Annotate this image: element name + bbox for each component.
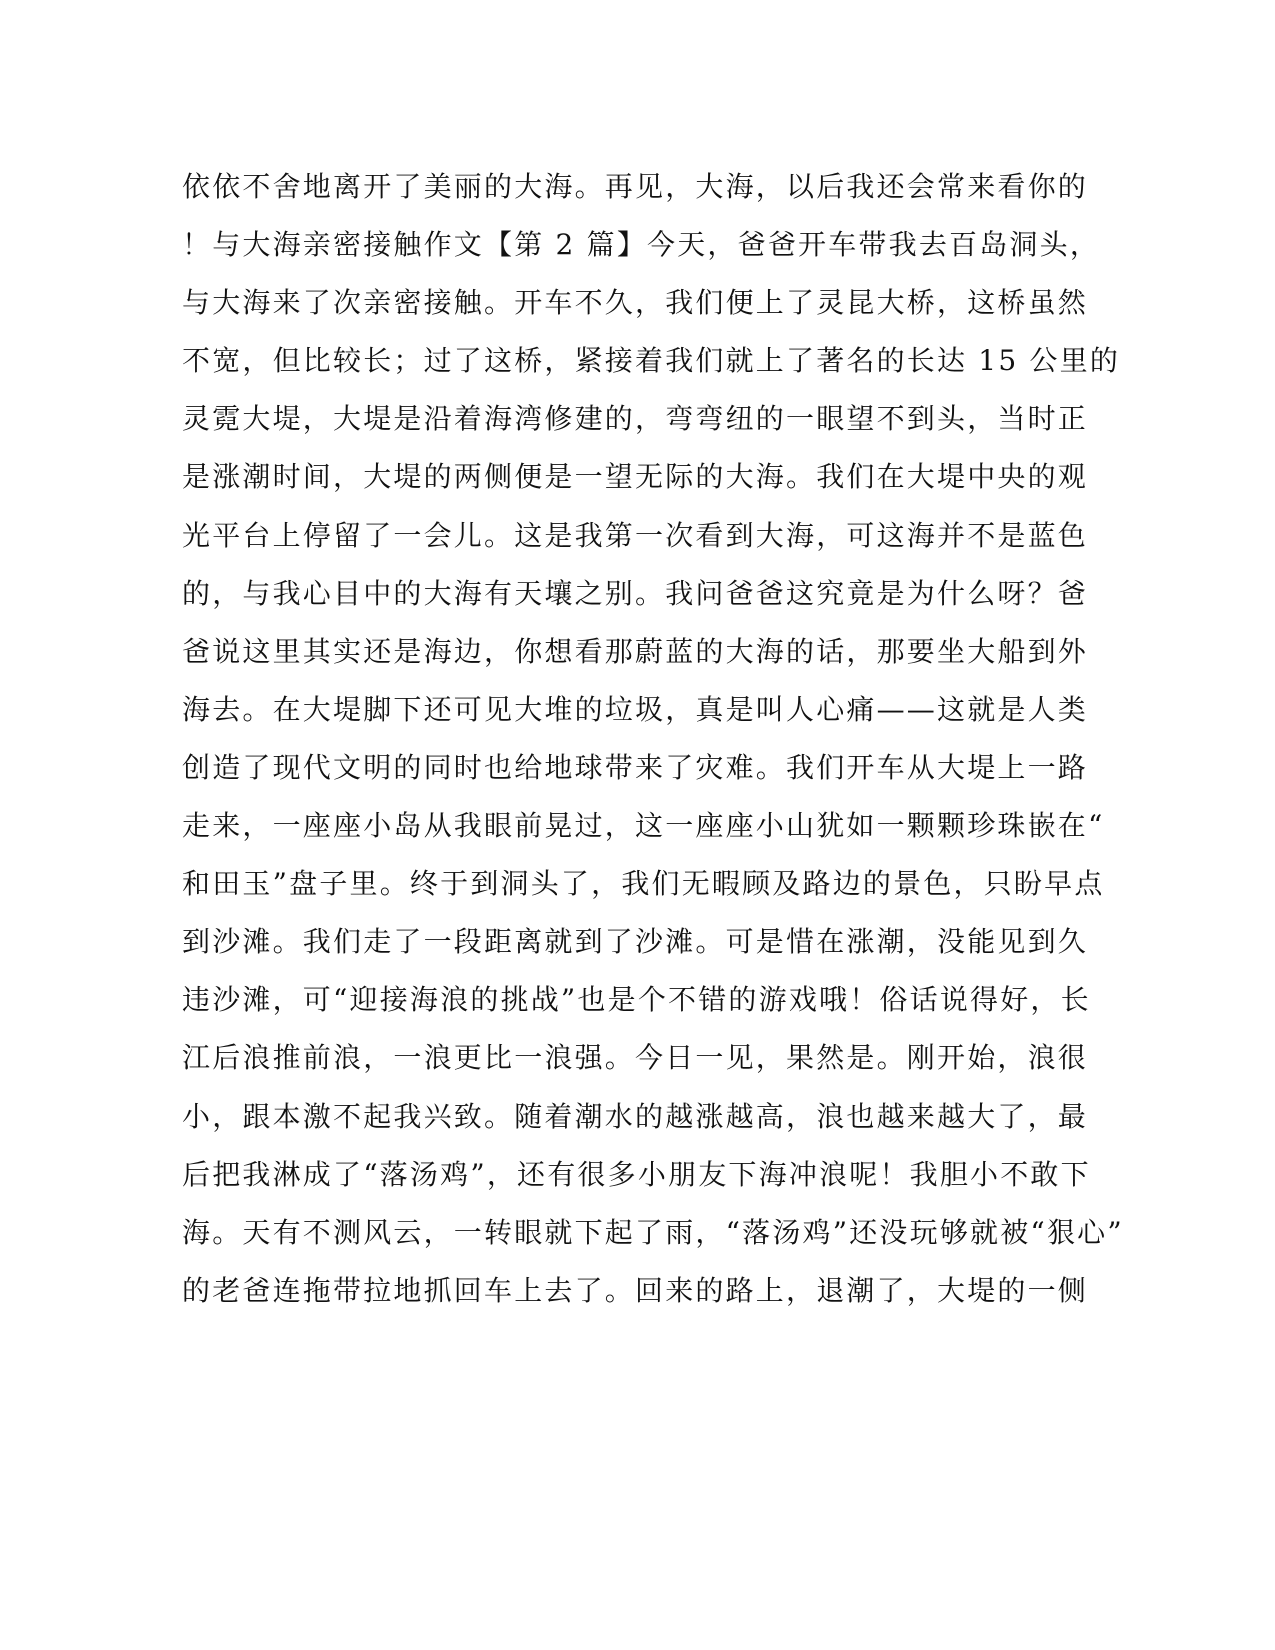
text-line: 违沙滩，可“迎接海浪的挑战”也是个不错的游戏哦！俗话说得好，长 (182, 983, 1091, 1017)
text-line: 江后浪推前浪，一浪更比一浪强。今日一见，果然是。刚开始，浪很 (182, 1041, 1089, 1075)
text-line: 海去。在大堤脚下还可见大堆的垃圾，真是叫人心痛——这就是人类 (182, 692, 1089, 726)
text-line: 的老爸连拖带拉地抓回车上去了。回来的路上，退潮了，大堤的一侧 (182, 1273, 1089, 1307)
text-line: 爸说这里其实还是海边，你想看那蔚蓝的大海的话，那要坐大船到外 (182, 634, 1089, 668)
text-line: 走来，一座座小岛从我眼前晃过，这一座座小山犹如一颗颗珍珠嵌在“ (182, 809, 1105, 843)
body-text (182, 158, 1124, 1320)
text-line: 灵霓大堤，大堤是沿着海湾修建的，弯弯纽的一眼望不到头，当时正 (182, 402, 1089, 436)
text-line: 的，与我心目中的大海有天壤之别。我问爸爸这究竟是为什么呀？爸 (182, 576, 1089, 610)
text-line: 小，跟本激不起我兴致。随着潮水的越涨越高，浪也越来越大了，最 (182, 1099, 1089, 1133)
text-line: 不宽，但比较长；过了这桥，紧接着我们就上了著名的长达 15 公里的 (182, 344, 1121, 378)
text-line: 光平台上停留了一会儿。这是我第一次看到大海，可这海并不是蓝色 (182, 518, 1089, 552)
text-line: ！与大海亲密接触作文【第 2 篇】今天，爸爸开车带我去百岛洞头， (182, 228, 1101, 262)
text-line: 是涨潮时间，大堤的两侧便是一望无际的大海。我们在大堤中央的观 (182, 460, 1089, 494)
text-line: 与大海来了次亲密接触。开车不久，我们便上了灵昆大桥，这桥虽然 (182, 286, 1089, 320)
text-line: 海。天有不测风云，一转眼就下起了雨，“落汤鸡”还没玩够就被“狠心” (182, 1215, 1124, 1249)
text-line: 创造了现代文明的同时也给地球带来了灾难。我们开车从大堤上一路 (182, 750, 1089, 784)
text-line: 后把我淋成了“落汤鸡”，还有很多小朋友下海冲浪呢！我胆小不敢下 (182, 1157, 1091, 1191)
text-line: 依依不舍地离开了美丽的大海。再见，大海，以后我还会常来看你的 (182, 170, 1089, 203)
text-line: 到沙滩。我们走了一段距离就到了沙滩。可是惜在涨潮，没能见到久 (182, 925, 1089, 959)
text-line: 和田玉”盘子里。终于到洞头了，我们无暇顾及路边的景色，只盼早点 (182, 867, 1105, 901)
